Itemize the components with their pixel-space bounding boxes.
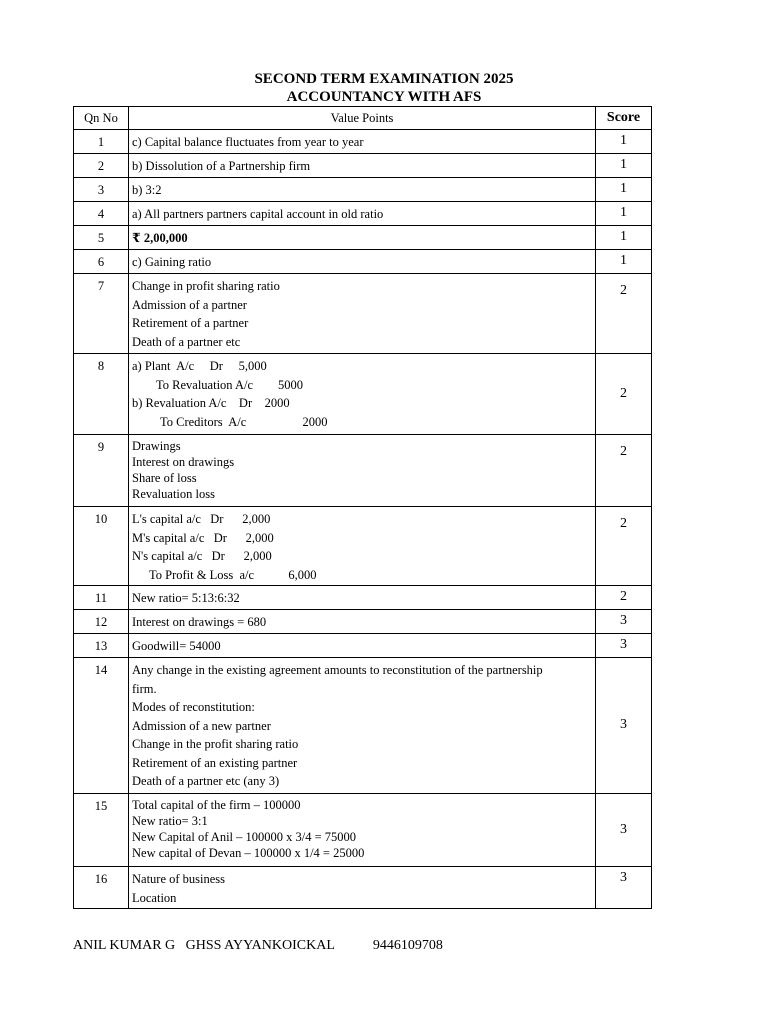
- table-row: [74, 202, 652, 226]
- score-cell: 2: [596, 274, 652, 354]
- value-line: firm.: [132, 681, 157, 696]
- score-cell: 2: [596, 586, 652, 610]
- value-line: ₹ 2,00,000: [132, 231, 188, 245]
- author-footer: ANIL KUMAR G GHSS AYYANKOICKAL 9446109708: [73, 938, 443, 953]
- value-line: M's capital a/c Dr 2,000: [132, 530, 274, 545]
- table-row: [74, 130, 652, 154]
- value-line: Goodwill= 54000: [132, 639, 221, 653]
- value-line: c) Gaining ratio: [132, 255, 212, 269]
- value-line: N's capital a/c Dr 2,000: [132, 549, 272, 563]
- score-cell: 2: [596, 354, 652, 435]
- qn-cell: 5: [74, 226, 129, 250]
- value-points-cell: [129, 226, 596, 250]
- score-cell: 1: [596, 226, 652, 250]
- value-points-cell: [129, 250, 596, 274]
- value-line: Any change in the existing agreement amounts to reconstitution of the partnership: [132, 663, 543, 677]
- subject-title: ACCOUNTANCY WITH AFS: [286, 89, 482, 105]
- answer-key-table: [73, 106, 652, 909]
- value-line: To Creditors A/c 2000: [160, 414, 328, 429]
- value-points-cell: [129, 435, 596, 507]
- table-row: [74, 354, 652, 435]
- score-cell: 2: [596, 435, 652, 507]
- value-line: b) Revaluation A/c Dr 2000: [132, 396, 290, 410]
- value-points-cell: [129, 610, 596, 634]
- qn-cell: 4: [74, 202, 129, 226]
- score-cell: 2: [596, 507, 652, 586]
- value-line: a) Plant A/c Dr 5,000: [132, 359, 267, 373]
- value-points-cell: [129, 130, 596, 154]
- table-row: [74, 154, 652, 178]
- value-points-cell: [129, 586, 596, 610]
- value-line: Change in profit sharing ratio: [132, 279, 280, 293]
- value-line: New ratio= 5:13:6:32: [132, 591, 240, 605]
- score-header: Score: [596, 107, 652, 130]
- table-header-row: [74, 107, 652, 130]
- score-cell: 3: [596, 634, 652, 658]
- qn-cell: 11: [74, 586, 129, 610]
- qn-cell: 6: [74, 250, 129, 274]
- value-line: Interest on drawings = 680: [132, 615, 267, 629]
- value-points-cell: [129, 634, 596, 658]
- qn-cell: 10: [74, 507, 129, 586]
- value-points-cell: [129, 274, 596, 354]
- table-row: [74, 658, 652, 794]
- value-line: Retirement of a partner: [132, 316, 249, 330]
- value-line: Drawings: [132, 439, 181, 453]
- table-row: [74, 226, 652, 250]
- table-row: [74, 178, 652, 202]
- score-cell: 1: [596, 178, 652, 202]
- score-cell: 1: [596, 154, 652, 178]
- score-cell: 1: [596, 202, 652, 226]
- qn-cell: 8: [74, 354, 129, 435]
- table-row: [74, 794, 652, 867]
- score-cell: 1: [596, 250, 652, 274]
- value-points-cell: [129, 867, 596, 909]
- qn-cell: 12: [74, 610, 129, 634]
- table-row: [74, 586, 652, 610]
- value-line: Total capital of the firm – 100000: [132, 798, 301, 812]
- value-line: Revaluation loss: [132, 487, 215, 501]
- value-line: Nature of business: [132, 872, 226, 886]
- value-line: b) Dissolution of a Partnership firm: [132, 159, 311, 173]
- score-cell: 1: [596, 130, 652, 154]
- score-cell: 3: [596, 610, 652, 634]
- value-points-cell: [129, 658, 596, 794]
- value-points-cell: [129, 202, 596, 226]
- exam-title: SECOND TERM EXAMINATION 2025: [254, 71, 514, 87]
- qn-cell: 7: [74, 274, 129, 354]
- qn-cell: 13: [74, 634, 129, 658]
- value-line: Admission of a partner: [132, 297, 247, 312]
- value-line: New capital of Devan – 100000 x 1/4 = 25000: [132, 846, 365, 860]
- qn-cell: 14: [74, 658, 129, 794]
- qn-cell: 2: [74, 154, 129, 178]
- value-line: Change in the profit sharing ratio: [132, 737, 299, 751]
- value-points-cell: [129, 507, 596, 586]
- value-points-cell: [129, 154, 596, 178]
- value-line: a) All partners partners capital account in old ratio: [132, 207, 384, 221]
- qn-cell: 1: [74, 130, 129, 154]
- value-line: Retirement of an existing partner: [132, 755, 298, 770]
- value-line: New ratio= 3:1: [132, 814, 208, 828]
- value-line: Modes of reconstitution:: [132, 700, 255, 714]
- value-points-header: Value Points: [129, 107, 596, 130]
- qn-cell: 15: [74, 794, 129, 867]
- table-row: [74, 634, 652, 658]
- value-line: Location: [132, 890, 177, 905]
- value-line: Share of loss: [132, 471, 197, 485]
- value-line: Interest on drawings: [132, 455, 235, 469]
- score-cell: 3: [596, 794, 652, 867]
- value-line: b) 3:2: [132, 183, 162, 197]
- table-row: [74, 250, 652, 274]
- value-points-cell: [129, 354, 596, 435]
- value-points-cell: [129, 794, 596, 867]
- score-cell: 3: [596, 867, 652, 909]
- table-row: [74, 867, 652, 909]
- table-row: [74, 507, 652, 586]
- qn-cell: 9: [74, 435, 129, 507]
- value-line: To Profit & Loss a/c 6,000: [149, 567, 317, 582]
- table-row: [74, 274, 652, 354]
- qn-no-header: Qn No: [74, 107, 129, 130]
- table-row: [74, 435, 652, 507]
- score-cell: 3: [596, 658, 652, 794]
- value-points-cell: [129, 178, 596, 202]
- qn-cell: 16: [74, 867, 129, 909]
- value-line: c) Capital balance fluctuates from year to year: [132, 135, 364, 149]
- value-line: L's capital a/c Dr 2,000: [132, 512, 271, 526]
- value-line: New Capital of Anil – 100000 x 3/4 = 75000: [132, 830, 357, 844]
- value-line: To Revaluation A/c 5000: [156, 377, 304, 392]
- value-line: Death of a partner etc: [132, 334, 241, 349]
- value-line: Admission of a new partner: [132, 718, 271, 733]
- value-line: Death of a partner etc (any 3): [132, 774, 280, 788]
- qn-cell: 3: [74, 178, 129, 202]
- table-row: [74, 610, 652, 634]
